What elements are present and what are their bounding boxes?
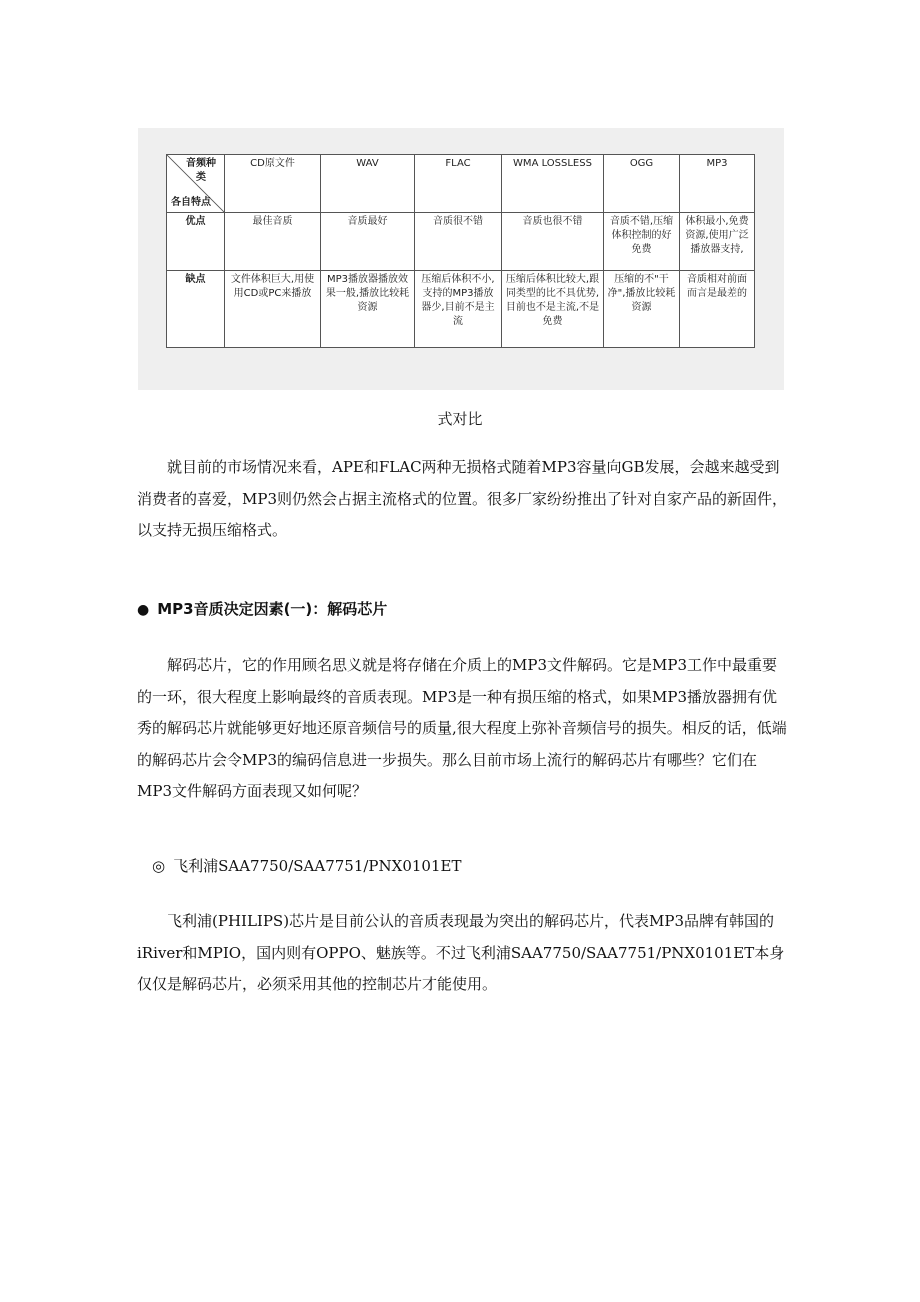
corner-bottom-label: 各自特点 [171, 197, 211, 208]
table-cell: 压缩后体积比较大,跟同类型的比不具优势,目前也不是主流,不是免费 [502, 271, 604, 348]
table-cell: 最佳音质 [225, 213, 321, 271]
row-label: 缺点 [167, 271, 225, 348]
column-header: FLAC [415, 155, 502, 213]
table-cell: 体积最小,免费资源,使用广泛播放器支持, [680, 213, 755, 271]
subsection-text: 飞利浦SAA7750/SAA7751/PNX0101ET [173, 857, 462, 875]
comparison-figure [138, 128, 784, 390]
table-row [167, 271, 755, 348]
column-header: OGG [604, 155, 680, 213]
table-cell: 音质也很不错 [502, 213, 604, 271]
table-cell: MP3播放器播放效果一般,播放比较耗资源 [321, 271, 415, 348]
table-cell: 压缩的不"干净",播放比较耗资源 [604, 271, 680, 348]
section-heading [137, 598, 387, 619]
paragraph-philips: 飞利浦(PHILIPS)芯片是目前公认的音质表现最为突出的解码芯片，代表MP3品牌有韩国的iRiver和MPIO，国内则有OPPO、魅族等。不过飞利浦SAA7750/SAA7751/PNX0101ET本身仅仅是解码芯片，必须采用其他的控制芯片才能使用。 [137, 912, 785, 993]
corner-top-label: 音频种类 [186, 158, 216, 183]
table-row [167, 213, 755, 271]
table-cell: 文件体积巨大,用使用CD或PC来播放 [225, 271, 321, 348]
table-cell: 音质不错,压缩体积控制的好免费 [604, 213, 680, 271]
table-cell: 压缩后体积不小,支持的MP3播放器少,目前不是主流 [415, 271, 502, 348]
column-header: CD原文件 [225, 155, 321, 213]
subsection-title [152, 855, 461, 876]
format-comparison-table [166, 154, 755, 348]
column-header: MP3 [680, 155, 755, 213]
table-header-row [167, 155, 755, 213]
heading-text: MP3音质决定因素(一)：解码芯片 [157, 600, 388, 618]
table-corner-cell [167, 155, 225, 213]
table-cell: 音质很不错 [415, 213, 502, 271]
column-header: WMA LOSSLESS [502, 155, 604, 213]
row-label: 优点 [167, 213, 225, 271]
column-header: WAV [321, 155, 415, 213]
figure-caption: 式对比 [437, 410, 483, 428]
paragraph-market: 就目前的市场情况来看，APE和FLAC两种无损格式随着MP3容量向GB发展，会越来越受到消费者的喜爱，MP3则仍然会占据主流格式的位置。很多厂家纷纷推出了针对自家产品的新固件，以支持无损压缩格式。 [137, 458, 787, 539]
circle-mark-icon: ◎ [152, 857, 166, 875]
table-cell: 音质最好 [321, 213, 415, 271]
paragraph-decoder: 解码芯片，它的作用顾名思义就是将存储在介质上的MP3文件解码。它是MP3工作中最重要的一环，很大程度上影响最终的音质表现。MP3是一种有损压缩的格式，如果MP3播放器拥有优秀的解码芯片就能够更好地还原音频信号的质量,很大程度上弥补音频信号的损失。相反的话，低端的解码芯片会令MP3的编码信息进一步损失。那么目前市场上流行的解码芯片有哪些？它们在MP3文件解码方面表现又如何呢？ [137, 656, 787, 800]
table-cell: 音质相对前面而言是最差的 [680, 271, 755, 348]
bullet-icon: ● [137, 602, 150, 618]
